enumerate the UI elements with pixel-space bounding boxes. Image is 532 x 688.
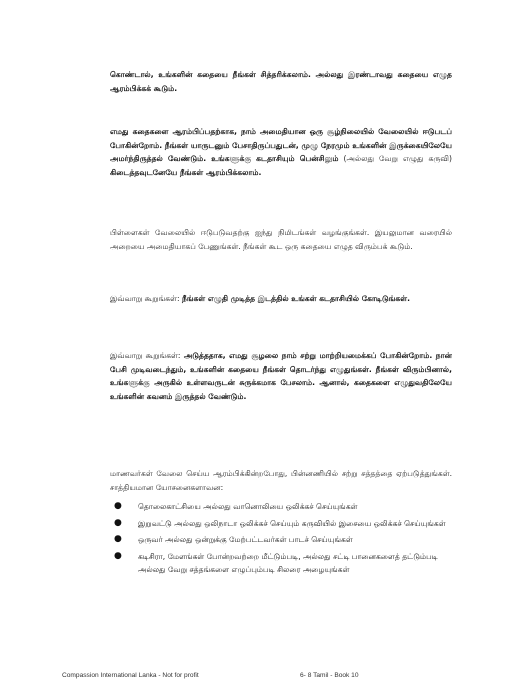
list-item (110, 500, 452, 514)
paragraph-4 (110, 292, 452, 306)
paragraph-6: மாணவர்கள் வேலை செய்ய ஆரம்பிக்கின்றபோது, பின்னணியில் சற்று சத்தத்தை ஏற்படுத்துங்கள். சாத்தியமான யோசனைகளாவன: (110, 469, 452, 492)
paragraph-1: கொண்டால், உங்களின் கதையை நீங்கள் சித்தரிக்கலாம். அல்லது இரண்டாவது கதையை எழுத ஆரம்பிக்கக் கூடும். (110, 70, 452, 93)
list-item (110, 550, 452, 577)
bullet-icon: ● (114, 550, 122, 561)
paragraph-2 (110, 125, 452, 179)
paragraph-5-say: இவ்வாறு கூறுங்கள்: (110, 351, 181, 360)
list-item-text: தொலைகாட்சியை அல்லது வானொலியை ஒலிக்கச் செய்யுங்கள் (138, 502, 358, 511)
bullet-icon: ● (114, 517, 122, 528)
paragraph-2-normal: (அல்லது வேறு எழுது கருவி) (343, 154, 452, 163)
paragraph-4-say: இவ்வாறு கூறுங்கள்: (110, 294, 180, 303)
paragraph-2-bold-b: கிடைத்தவுடனேயே நீங்கள் ஆரம்பிக்கலாம். (110, 167, 262, 177)
footer-right: 6- 8 Tamil - Book 10 (300, 672, 359, 679)
bullet-icon: ● (114, 534, 122, 544)
paragraph-5-bold: அடுத்ததாக, எமது சூழலை நாம் சற்று மாற்றியமைக்கப் போகின்றோம். நான் பேசி முடிவடைந்தும், உங்களின் கதையை நீங்கள் தொடர்ந்து எழுதுங்கள். நீங்கள் விரும்பினால், உங்களுக்கு அருகில் உள்ளவருடன் சுருக்கமாக பேசலாம். ஆனால், கதைகளை எழுதுவதிலேயே உங்களின் கவனம் இருத்தல் வேண்டும். (110, 351, 452, 401)
list-item-text: ஒருவர் அல்லது ஒன்றுக்கு மேற்பட்டவர்கள் பாடச் செய்யுங்கள் (138, 535, 353, 544)
paragraph-2-bold-a: எமது கதைகளை ஆரம்பிப்பதற்காக, நாம் அமைதியான ஒரு சூழ்நிலையில் வேலையில் ஈடுபடப் போகின்றோம். நீங்கள் யாருடனும் பேசாதிருப்பதுடன், முழு நேரமும் உங்களின் இருக்கையிலேயே அமர்ந்திருத்தல் வேண்டும். உங்களுக்கு கடதாசியும் பென்சிலும் (110, 127, 452, 163)
list-item-text: கடிசிரா, மேளங்கள் போன்றவற்றை மீட்டும்படி, அல்லது சட்டி பானைகளைத் தட்டும்படி அல்லது வேறு சத்தங்களை எழுப்பும்படி சிலரை அழையுங்கள் (138, 551, 438, 574)
list-item (110, 517, 452, 531)
list-item (110, 533, 452, 547)
paragraph-4-bold: நீங்கள் எழுதி முடித்த இடத்தில் உங்கள் கடதாசியில் கோடிடுங்கள். (181, 294, 410, 303)
paragraph-5 (110, 349, 452, 403)
paragraph-3: பிள்ளைகள் வேலையில் ஈடுபடுவதற்கு ஐந்து நிமிடங்கள் வழங்குங்கள். இயலுமான வரையில் அறையை அமைதியாகப் பேணுங்கள். நீங்கள் கூட ஒரு கதையை எழுத விரும்பக் கூடும். (110, 228, 452, 251)
suggestion-list (110, 500, 452, 580)
footer-left: Compassion International Lanka - Not for profit (62, 672, 199, 679)
list-item-text: இறுவட்டு அல்லது ஒலிநாடா ஒலிக்கச் செய்யும் கருவியில் இசையை ஒலிக்கச் செய்யுங்கள் (138, 518, 446, 528)
bullet-icon: ● (114, 501, 122, 511)
